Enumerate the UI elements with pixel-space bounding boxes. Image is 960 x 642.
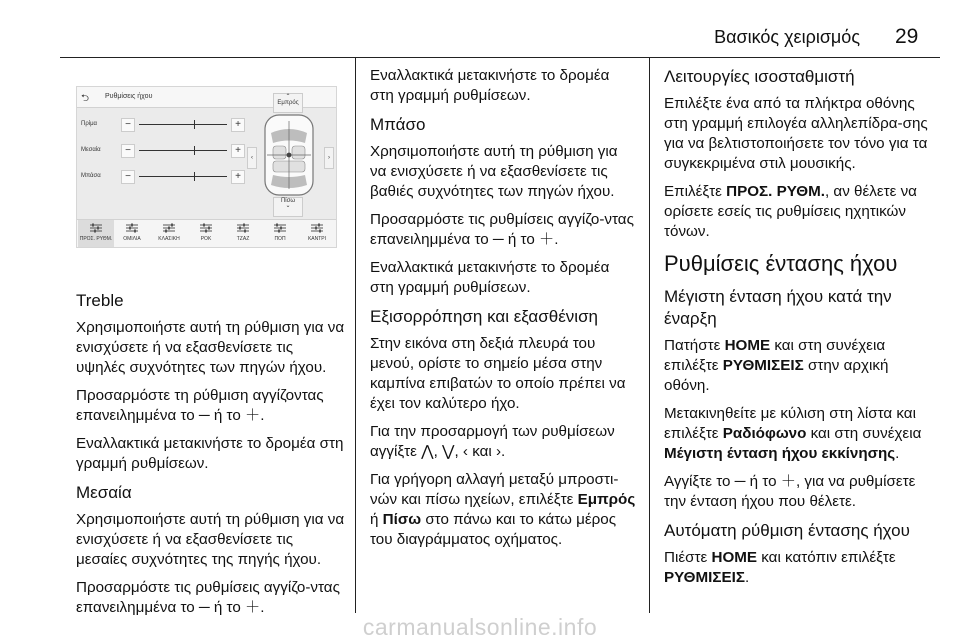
column-3 (664, 66, 934, 596)
tab-label: ΡΟΚ (200, 236, 212, 242)
equalizer-paragraph-1: Επιλέξτε ένα από τα πλήκτρα οθόνης στη γραμμή επιλογέα αλληλεπίδρα-σης για να βελτιστοποιήσετε τον τόνο για τα συγκεκριμένα στιλ μουσικής. (664, 95, 928, 172)
running-header-title: Βασικός χειρισμός (714, 27, 860, 47)
startup-volume-term: Μέγιστη ένταση ήχου εκκίνησης (664, 445, 896, 462)
watermark: carmanualsonline.info (362, 614, 598, 640)
settings-term: ΡΥΘΜΙΣΕΙΣ (664, 569, 745, 586)
tab-country[interactable] (299, 220, 335, 248)
header-rule (60, 57, 940, 58)
mid-slider[interactable] (121, 143, 245, 159)
front-button[interactable] (273, 93, 303, 113)
slider-track (139, 176, 227, 177)
mid-paragraph-1: Χρησιμοποιήστε αυτή τη ρύθμιση για να ενισχύσετε ή να εξασθενίσετε τις μεσαίες συχνότητες της πηγής ήχου. (76, 511, 345, 568)
plus-icon[interactable]: + (231, 118, 245, 132)
balance-paragraph-1: Στην εικόνα στη δεξιά πλευρά του μενού, ορίστε το σημείο μέσα στην καμπίνα επιβατών το οποίο πρέπει να έχει τον καλύτερο ήχο. (370, 335, 626, 412)
text-span: στην αρχική οθόνη. (664, 357, 889, 394)
equalizer-icon (125, 223, 139, 233)
column-2 (370, 66, 636, 558)
mid-heading: Μεσαία (76, 483, 132, 502)
chevron-down-icon: ⌄ (285, 203, 291, 209)
bass-slider[interactable] (121, 169, 245, 185)
equalizer-tab-bar (77, 219, 336, 248)
slider-knob[interactable] (194, 146, 196, 155)
slider-track (139, 150, 227, 151)
text-span: και κατόπιν επιλέξτε (757, 549, 896, 566)
text-span: Επιλέξτε (664, 183, 727, 200)
minus-icon[interactable]: − (121, 144, 135, 158)
equalizer-heading: Λειτουργίες ισοσταθμιστή (664, 67, 855, 86)
slider-knob[interactable] (194, 120, 196, 129)
auto-volume-paragraph (664, 548, 934, 588)
max-volume-heading: Μέγιστη ένταση ήχου κατά την έναρξη (664, 287, 892, 328)
text-span: και στη συνέχεια επιλέξτε (664, 337, 886, 374)
tab-jazz[interactable] (225, 220, 261, 248)
treble-paragraph-1: Χρησιμοποιήστε αυτή τη ρύθμιση για να ενισχύσετε ή να εξασθενίσετε τις υψηλές συχνότητες των πηγών ήχου. (76, 319, 345, 376)
tab-pop[interactable] (262, 220, 298, 248)
text-span: ή (370, 511, 383, 528)
treble-heading: Treble (76, 291, 124, 310)
text-span: Πατήστε (664, 337, 725, 354)
bass-heading: Μπάσο (370, 115, 426, 134)
tab-label: ΤΖΑΖ (236, 236, 250, 242)
max-volume-paragraph-1 (664, 336, 934, 396)
mid-label: Μεσαία (81, 147, 101, 153)
chevron-up-icon: ⌃ (285, 94, 291, 100)
text-span: και στη συνέχεια (806, 425, 922, 442)
slider-track (139, 124, 227, 125)
tab-label: ΠΡΟΣ. ΡΥΘΜ. (79, 236, 113, 242)
bass-label: Μπάσα (81, 173, 101, 179)
equalizer-icon (273, 223, 287, 233)
equalizer-paragraph-2 (664, 182, 934, 242)
auto-volume-heading: Αυτόματη ρύθμιση έντασης ήχου (664, 521, 910, 540)
tab-speech[interactable] (114, 220, 150, 248)
equalizer-icon (310, 223, 324, 233)
chevron-right-icon: › (328, 155, 330, 161)
front-term: Εμπρός (577, 491, 636, 508)
balance-heading: Εξισορρόπηση και εξασθένιση (370, 307, 599, 326)
slider-knob[interactable] (194, 172, 196, 181)
treble-paragraph-3: Εναλλακτικά μετακινήστε το δρομέα στη γραμμή ρυθμίσεων. (76, 435, 344, 472)
home-term: HOME (724, 337, 771, 354)
tab-label: ΟΜΙΛΙΑ (123, 236, 141, 242)
left-arrow-button[interactable] (247, 147, 257, 169)
rear-button[interactable] (273, 197, 303, 217)
balance-paragraph-2: Για την προσαρμογή των ρυθμίσεων αγγίξτε ⋀, ⋁, ‹ και ›. (370, 423, 615, 460)
treble-label: Πρίμα (81, 121, 98, 127)
bass-paragraph-2: Προσαρμόστε τις ρυθμίσεις αγγίζο-ντας επανειλημμένα το ─ ή το ＋. (370, 211, 634, 248)
back-arrow-icon[interactable]: ⮌ (81, 93, 90, 104)
rear-label: Πίσω (280, 198, 296, 204)
tab-classical[interactable] (151, 220, 187, 248)
settings-term: ΡΥΘΜΙΣΕΙΣ (722, 357, 804, 374)
equalizer-icon (236, 223, 250, 233)
alt-paragraph: Εναλλακτικά μετακινήστε το δρομέα στη γραμμή ρυθμίσεων. (370, 67, 610, 104)
text-span: στο πάνω και το κάτω μέρος του διαγράμματος οχήματος. (370, 511, 617, 548)
text-span: . (744, 569, 750, 586)
text-span: Πιέστε (664, 549, 712, 566)
minus-icon[interactable]: − (121, 118, 135, 132)
page-number: 29 (895, 25, 919, 48)
max-volume-paragraph-3: Αγγίξτε το ─ ή το ＋, για να ρυθμίσετε την ένταση ήχου που θέλετε. (664, 473, 916, 510)
balance-paragraph-3 (370, 470, 636, 550)
plus-icon[interactable]: + (231, 170, 245, 184)
max-volume-paragraph-2 (664, 404, 934, 464)
column-divider-1 (355, 58, 356, 613)
sound-settings-screenshot (76, 86, 337, 248)
text-span: Μετακινηθείτε με κύλιση στη λίστα και επιλέξτε (664, 405, 916, 442)
tab-label: ΚΑΝΤΡΙ (307, 236, 327, 242)
treble-paragraph-2: Προσαρμόστε τη ρύθμιση αγγίζοντας επανειλημμένα το ─ ή το ＋. (76, 387, 324, 424)
column-divider-2 (649, 58, 650, 613)
text-span: Για γρήγορη αλλαγή μεταξύ μπροστι-νών και πίσω ηχείων, επιλέξτε (370, 471, 619, 508)
tab-label: ΚΛΑΣΙΚΗ (158, 236, 180, 242)
mid-paragraph-2: Προσαρμόστε τις ρυθμίσεις αγγίζο-ντας επανειλημμένα το ─ ή το ＋. (76, 579, 340, 616)
equalizer-icon (199, 223, 213, 233)
column-1 (76, 290, 346, 626)
home-term: HOME (711, 549, 758, 566)
equalizer-icon (89, 223, 103, 233)
chevron-left-icon: ‹ (251, 155, 253, 161)
radio-term: Ραδιόφωνο (722, 425, 807, 442)
bass-paragraph-3: Εναλλακτικά μετακινήστε το δρομέα στη γραμμή ρυθμίσεων. (370, 259, 610, 296)
right-arrow-button[interactable] (324, 147, 334, 169)
text-span: , αν θέλετε να ορίσετε εσείς τις ρυθμίσεις ηχητικών τόνων. (664, 183, 917, 240)
minus-icon[interactable]: − (121, 170, 135, 184)
tab-rock[interactable] (188, 220, 224, 248)
rear-term: Πίσω (382, 511, 422, 528)
volume-heading: Ρυθμίσεις έντασης ήχου (664, 251, 898, 276)
screen-title: Ρυθμίσεις ήχου (105, 93, 153, 100)
text-span: . (895, 445, 900, 462)
equalizer-icon (162, 223, 176, 233)
custom-term: ΠΡΟΣ. ΡΥΘΜ. (726, 183, 825, 200)
car-top-view-icon[interactable] (257, 113, 321, 197)
treble-slider[interactable] (121, 117, 245, 133)
plus-icon[interactable]: + (231, 144, 245, 158)
tab-custom[interactable] (78, 220, 114, 248)
bass-paragraph-1: Χρησιμοποιήστε αυτή τη ρύθμιση για να ενισχύσετε ή να εξασθενίσετε τις βαθιές συχνότητες των πηγών ήχου. (370, 143, 618, 200)
tab-label: ΠΟΠ (274, 236, 286, 242)
front-label: Εμπρός (277, 100, 299, 106)
